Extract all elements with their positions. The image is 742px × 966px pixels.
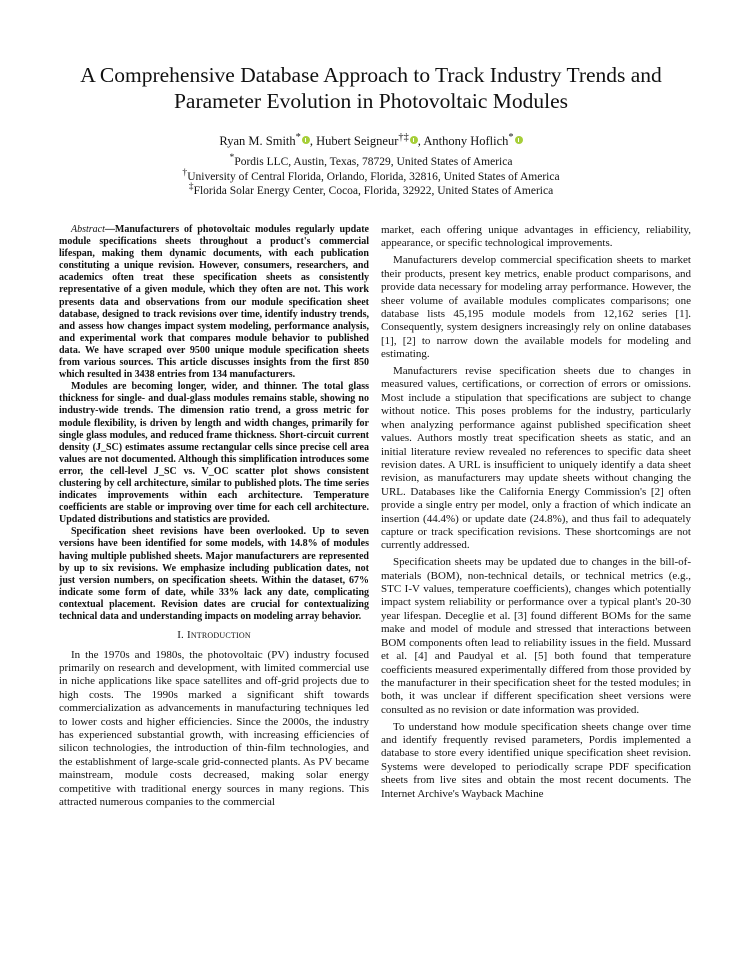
abstract: [59, 224, 369, 623]
author-mark: *: [295, 132, 301, 143]
affiliation-mark: †: [182, 167, 188, 178]
section-numeral: I.: [177, 629, 185, 642]
orcid-icon[interactable]: [410, 136, 418, 144]
author-mark: *: [508, 132, 514, 143]
author-separator: ,: [309, 134, 317, 149]
abstract-paragraph: Modules are becoming longer, wider, and thinner. The total glass thickness for single- and dual-glass modules remains stable, showing no industry-wide trends. The dimension ratio trend, a gross metric for module flexibility, is driven by length and width changes, primarily for single glass modules, and reduced frame thickness. Short-circuit current density (J_SC) estimates assume rectangular cells since precise cell area values are not documented. Although this simplification introduces some error, the cell-level J_SC vs. V_OC scatter plot shows consistent clustering by cell architecture, similar to published plots. The time series indicates improvements within each architecture. Temperature coefficients are stable or improving over time for each cell architecture. Updated distributions and statistics are provided.: [59, 381, 369, 526]
affiliation: [40, 152, 702, 168]
author-line: [40, 132, 702, 149]
affiliation-text: Pordis LLC, Austin, Texas, 78729, United States of America: [234, 155, 513, 168]
body-paragraph: In the 1970s and 1980s, the photovoltaic (PV) industry focused primarily on research and development, with limited commercial use in niche applications like space satellites and off-grid projects due to high costs. The 1990s marked a significant shift towards commercialization as advancements in manufacturing techniques led to lower costs and higher efficiencies. Since the 2000s, the industry has experienced substantial growth, with increasing efficiencies of silicon technologies, the introduction of thin-film technologies, and the establishment of large-scale grid-connected plants. As PV became mainstream, module costs decreased, making solar energy competitive with traditional energy sources in many regions. This attracted numerous companies to the commercial: [59, 648, 369, 808]
affiliation: [40, 181, 702, 197]
right-column: [381, 224, 691, 805]
abstract-paragraph: Abstract—Manufacturers of photovoltaic modules regularly update module specifications sheets throughout a product's commercial lifespan, making them dynamic documents, with each publication constituting a unique revision. However, consumers, researchers, and academics often treat these specification sheets as consistently representative of a given module, which they often are not. This work presents data and observations from our module specification sheet database, designed to track revisions over time, identify industry trends, and assess how changes impact system modeling, performance analysis, and experimental work that compares module behavior to published data. We have scraped over 9500 unique module specification sheets from various sources. This article discusses insights from the first 850 which resulted in 3438 entries from 134 manufacturers.: [59, 224, 369, 381]
author-separator: ,: [417, 134, 424, 149]
author-name: Hubert Seigneur: [316, 134, 399, 149]
orcid-icon[interactable]: [515, 136, 523, 144]
body-paragraph: Manufacturers revise specification sheets due to changes in measured values, certifications, or correction of errors or omissions. Most include a stipulation that specifications are subject to change without notice. This poses problems for the industry, particularly when analyzing performance against published specification sheet values. Authors mostly treat specification sheets as static, and an initial literature review revealed no references to specific data sheet revision dates. A URL is insufficient to uniquely identify a data sheet revision, as manufacturers may update sheets without changing the URL. Databases like the California Energy Commission's [2] often provide a single entry per model, only a fraction of which indicate an insertion (44.4%) or update date (24.8%), and thus fail to adequately capture or track specification revisions. These shortcomings are not currently addressed.: [381, 365, 691, 552]
affiliation-mark: ‡: [188, 181, 194, 192]
section-title: Introduction: [186, 629, 251, 642]
affiliation-text: Florida Solar Energy Center, Cocoa, Florida, 32922, United States of America: [193, 184, 554, 197]
body-paragraph: To understand how module specification sheets change over time and identify frequently revised parameters, Pordis implemented a database to store every identified unique specification sheet revision. Systems were developed to periodically scrape PDF specification sheets from live sites and obtain the most recent documents. The Internet Archive's Wayback Machine: [381, 720, 691, 800]
section-heading: [59, 629, 369, 642]
author-name: Anthony Hoflich: [423, 134, 509, 149]
paper-title: A Comprehensive Database Approach to Track Industry Trends and Parameter Evolution in Photovoltaic Modules: [80, 63, 662, 113]
body-paragraph: market, each offering unique advantages in efficiency, reliability, appearance, or specific technological improvements.: [381, 224, 691, 250]
affiliation-mark: *: [229, 152, 235, 163]
left-column: [59, 224, 369, 809]
author-mark: †‡: [398, 132, 409, 143]
abstract-text: Manufacturers of photovoltaic modules regularly update module specifications sheets throughout a product's commercial lifespan, making them dynamic documents, with each publication constituting a unique revision. However, consumers, researchers, and academics often treat these specification sheets as consistently representative of a given module, which they often are not. This work presents data and observations from our module specification sheet database, designed to track revisions over time, identify industry trends, and assess how changes impact system modeling, performance analysis, and experimental work that compares module behavior to published data. We have scraped over 9500 unique module specification sheets from various sources. This article discusses insights from the first 850 which resulted in 3438 entries from 134 manufacturers.: [59, 224, 369, 381]
body-paragraph: Specification sheets may be updated due to changes in the bill-of-materials (BOM), non-technical details, or technical metrics (e.g., STC I-V values, temperature coefficients), changes which potentially impact system reliability or performance over a typical plant's 20-30 year lifespan. Deceglie et al. [3] found different BOMs for the same make and model of module and stressed that interactions between BOM components often lead to reliability issues in the field. Mussard et al. [4] and Paudyal et al. [5] both found that temperature coefficients measured experimentally differed from those provided by the manufacturer in their specification sheet for the tested modules; in both, it was unclear if different specification sheet versions were consulted as no revision or date information was provided.: [381, 556, 691, 716]
body-paragraph: Manufacturers develop commercial specification sheets to market their products, present key metrics, enable product comparisons, and provide data necessary for modeling array performance. However, the sheer volume of available modules complicates comparisons; one database lists 45,195 module models from 12,162 series [1]. Consequently, system designers increasingly rely on online databases [1], [2] to narrow down the available models for modeling and estimating.: [381, 254, 691, 361]
abstract-lead: Abstract: [71, 224, 105, 235]
affiliation-text: University of Central Florida, Orlando, Florida, 32816, United States of America: [187, 170, 560, 183]
abstract-paragraph: Specification sheet revisions have been overlooked. Up to seven versions have been identified for some models, with 14.8% of modules having multiple published sheets. Major manufacturers are represented by up to six revisions. We emphasize including publication dates, not just version numbers, on specification sheets. Within the dataset, 67% indicate some form of date, while 33% lack any date, complicating contextual placement. Revision dates are crucial for contextualizing technical data and understanding impacts on modeling array behavior.: [59, 526, 369, 622]
orcid-icon[interactable]: [302, 136, 310, 144]
author-name: Ryan M. Smith: [219, 134, 296, 149]
